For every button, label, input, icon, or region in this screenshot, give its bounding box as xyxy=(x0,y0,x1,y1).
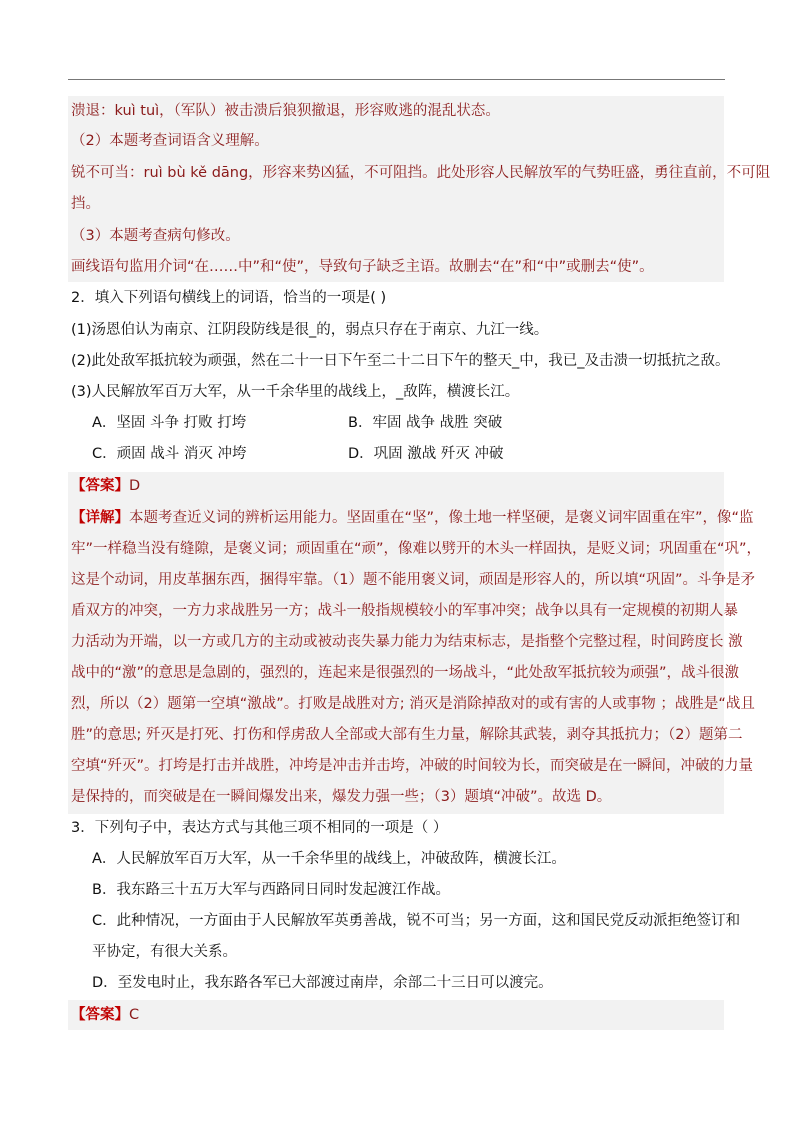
option-d: D．至发电时止，我东路各军已大部渡过南岸，余部二十三日可以渡完。 xyxy=(92,975,553,991)
question-stem: 2．填入下列语句横线上的词语，恰当的一项是( ) xyxy=(71,290,387,306)
detail-line: 是保持的，而突破是在一瞬间爆发出来，爆发力强一些；（3）题填“冲破”。故选 D。 xyxy=(71,789,612,805)
detail-line: 胜”的意思; 歼灭是打死、打伤和俘虏敌人全部或大部有生力量，解除其武装，剥夺其抵抗力；（2）题第二 xyxy=(71,727,743,743)
question-sentence: (1)汤恩伯认为南京、江阴段防线是很_的，弱点只存在于南京、九江一线。 xyxy=(71,322,549,338)
option-a: A．坚固 斗争 打败 打垮 xyxy=(92,415,247,431)
answer-line xyxy=(71,1005,139,1025)
detail-line: 烈，所以（2）题第一空填“激战”。打败是战胜对方; 消灭是消除掉敌对的或有害的人或事物 ；战胜是“战且 xyxy=(71,696,755,712)
detail-line: 力活动为开端，以一方或几方的主动或被动丧失暴力能力为结束标志，是指整个完整过程，时间跨度长 激 xyxy=(71,634,743,650)
question-sentence: (3)人民解放军百万大军，从一千余华里的战线上，_敌阵，横渡长江。 xyxy=(71,384,520,400)
option-a: A．人民解放军百万大军，从一千余华里的战线上，冲破敌阵，横渡长江。 xyxy=(92,851,566,867)
detail-text: 本题考查近义词的辨析运用能力。坚固重在“坚”，像土地一样坚硬，是褒义词牢固重在牢”，像“监 xyxy=(129,510,754,526)
answer-value: D xyxy=(129,478,141,494)
answer-shade xyxy=(68,1000,724,1030)
header-rule xyxy=(68,79,725,80)
option-c: C．此种情况，一方面由于人民解放军英勇善战，锐不可当；另一方面，这和国民党反动派拒绝签订和 xyxy=(92,913,741,929)
detail-line: 盾双方的冲突，一方力求战胜另一方；战斗一般指规模较小的军事冲突；战争以具有一定规模的初期人暴 xyxy=(71,603,738,619)
option-b: B．我东路三十五万大军与西路同日同时发起渡江作战。 xyxy=(92,882,450,898)
option-c-continued: 平协定，有很大关系。 xyxy=(92,944,237,960)
option-c: C．顽固 战斗 消灭 冲垮 xyxy=(92,446,247,462)
text-line: 锐不可当：ruì bù kě dāng，形容来势凶猛，不可阻挡。此处形容人民解放军的气势旺盛，勇往直前，不可阻 xyxy=(71,165,771,181)
explanation-shade xyxy=(68,96,724,282)
answer-tag: 【答案】 xyxy=(71,478,129,494)
detail-line: 战中的“激”的意思是急剧的，强烈的，连起来是很强烈的一场战斗，“此处敌军抵抗较为顽强”，战斗很激 xyxy=(71,665,740,681)
detail-line: 空填“歼灭”。打垮是打击并战胜，冲垮是冲击并击垮，冲破的时间较为长，而突破是在一瞬间，冲破的力量 xyxy=(71,758,754,774)
question-sentence: (2)此处敌军抵抗较为顽强，然在二十一日下午至二十二日下午的整天_中，我已_及击溃一切抵抗之敌。 xyxy=(71,353,730,369)
detail-line: 牢”一样稳当没有缝隙，是褒义词；顽固重在“顽”，像难以劈开的木头一样固执，是贬义词；巩固重在“巩”， xyxy=(71,541,762,557)
answer-value: C xyxy=(129,1007,140,1023)
detail-line: 这是个动词，用皮革捆东西，捆得牢靠。（1）题不能用褒义词，顽固是形容人的，所以填“巩固”。斗争是矛 xyxy=(71,572,755,588)
detail-tag: 【详解】 xyxy=(71,510,129,526)
question-stem: 3．下列句子中，表达方式与其他三项不相同的一项是（ ） xyxy=(71,820,448,836)
text-line: 挡。 xyxy=(71,196,100,212)
text-line: 画线语句监用介词“在……中”和“使”，导致句子缺乏主语。故删去“在”和“中”或删去“使”。 xyxy=(71,259,654,275)
detail-line xyxy=(71,508,754,528)
text-line: 溃退：kuì tuì，（军队）被击溃后狼狈撤退，形容败逃的混乱状态。 xyxy=(71,103,500,119)
option-b: B．牢固 战争 战胜 突破 xyxy=(348,415,503,431)
answer-line xyxy=(71,476,140,496)
answer-tag: 【答案】 xyxy=(71,1007,129,1023)
text-line: （3）本题考查病句修改。 xyxy=(71,228,240,244)
option-d: D．巩固 激战 歼灭 冲破 xyxy=(348,446,504,462)
text-line: （2）本题考查词语含义理解。 xyxy=(71,133,269,149)
